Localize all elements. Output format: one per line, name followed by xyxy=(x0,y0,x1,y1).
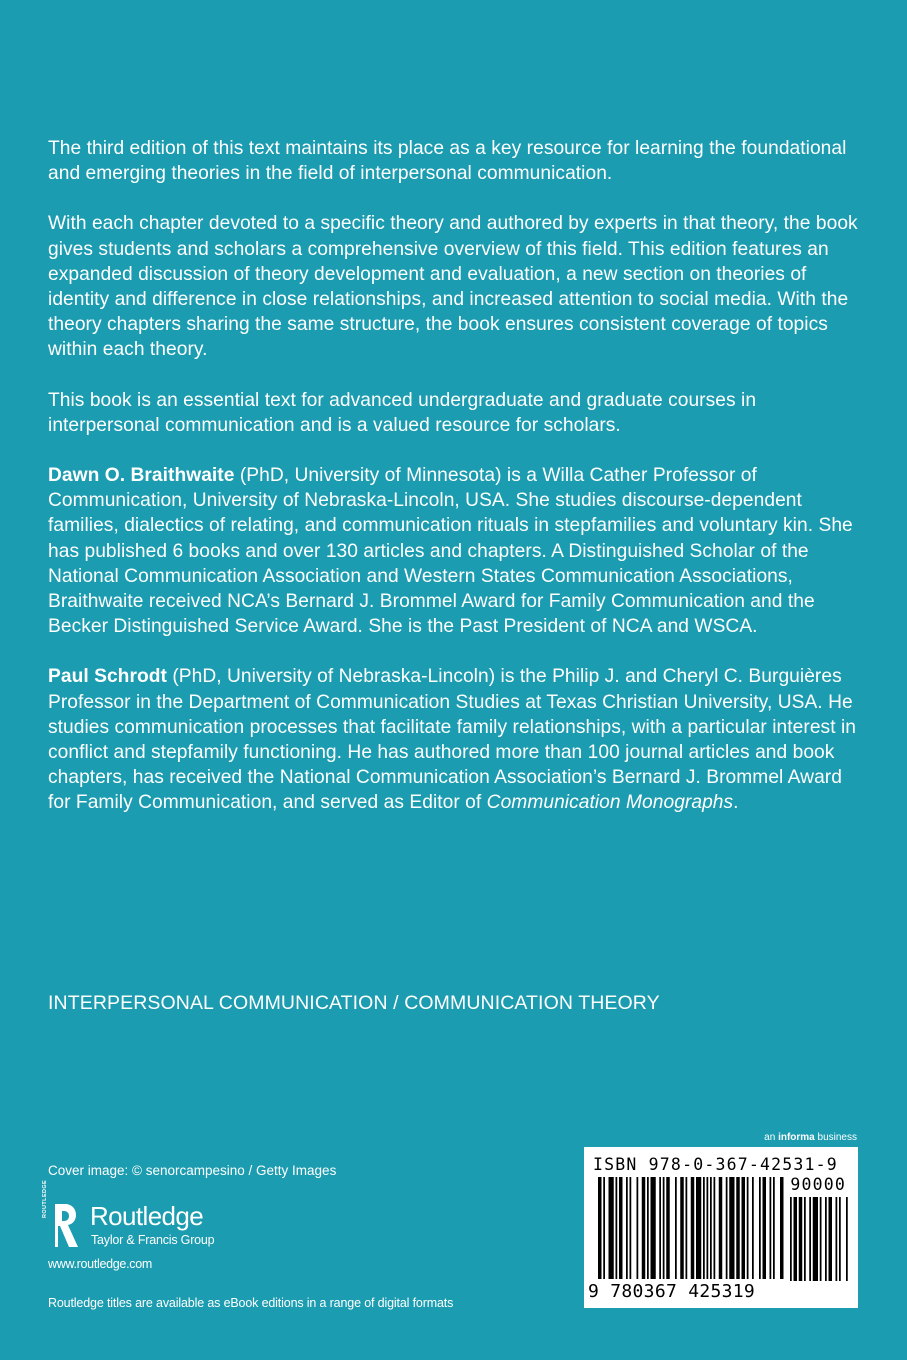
blurb-paragraph-2: With each chapter devoted to a specific theory and authored by experts in that theory, the book gives students and scholars a comprehensive overview of this field. This edition features an expanded discussion of theory development and evaluation, a new section on theories of identity and difference in close relationships, and increased attention to social media. With the theory chapters sharing the same structure, the book ensures consistent coverage of topics within each theory. xyxy=(48,213,858,361)
blurb xyxy=(48,136,863,841)
cover-image-credit: Cover image: © senorcampesino / Getty Images xyxy=(48,1163,337,1178)
informa-tagline xyxy=(764,1132,857,1143)
subject-category: INTERPERSONAL COMMUNICATION / COMMUNICATION THEORY xyxy=(48,992,660,1014)
author-bio-2-end: . xyxy=(733,792,739,814)
publisher-group: Taylor & Francis Group xyxy=(91,1233,215,1247)
publisher-name: Routledge xyxy=(90,1201,204,1231)
barcode-bars xyxy=(594,1177,850,1283)
routledge-mark-icon xyxy=(46,1202,82,1250)
author-bio-2 xyxy=(48,664,863,815)
informa-suffix: business xyxy=(814,1132,857,1143)
author-bio-2-text: (PhD, University of Nebraska-Lincoln) is the Philip J. and Cheryl C. Burguières Professor in the Department of Communication Studies at Texas Christian University, USA. He studies communication processes that facilitate family relationships, with a particular interest in conflict and stepfamily functioning. He has authored more than 100 journal articles and book chapters, has received the National Communication Association’s Bernard J. Brommel Award for Family Communication, and served as Editor of xyxy=(48,666,856,814)
isbn-text: ISBN 978-0-367-42531-9 xyxy=(593,1155,838,1174)
routledge-vertical-text: ROUTLEDGE xyxy=(42,1179,48,1218)
ean-digits: 9 780367 425319 xyxy=(588,1281,756,1302)
author-bio-1-text: (PhD, University of Minnesota) is a Willa Cather Professor of Communication, University of Nebraska-Lincoln, USA. She studies discourse-dependent families, dialectics of relating, and communication rituals in stepfamilies and voluntary kin. She has published 6 books and over 130 articles and chapters. A Distinguished Scholar of the National Communication Association and Western States Communication Associations, Braithwaite received NCA’s Bernard J. Brommel Award for Family Communication and the Becker Distinguished Service Award. She is the Past President of NCA and WSCA. xyxy=(48,465,853,638)
isbn-barcode xyxy=(584,1147,858,1308)
blurb-paragraph-1: The third edition of this text maintains its place as a key resource for learning the foundational and emerging theories in the field of interpersonal communication. xyxy=(48,138,847,185)
informa-brand: informa xyxy=(778,1132,815,1143)
journal-title: Communication Monographs xyxy=(486,792,734,814)
author-bio-1 xyxy=(48,463,863,639)
routledge-logo xyxy=(42,1179,246,1250)
blurb-paragraph-3: This book is an essential text for advanced undergraduate and graduate courses in interpersonal communication and is a valued resource for scholars. xyxy=(48,389,757,436)
author-name-1: Dawn O. Braithwaite xyxy=(48,465,235,487)
ebook-note: Routledge titles are available as eBook editions in a range of digital formats xyxy=(48,1296,454,1310)
publisher-website: www.routledge.com xyxy=(48,1257,152,1271)
author-name-2: Paul Schrodt xyxy=(48,666,167,688)
informa-prefix: an xyxy=(764,1132,779,1143)
price-code: 90000 xyxy=(790,1175,846,1194)
